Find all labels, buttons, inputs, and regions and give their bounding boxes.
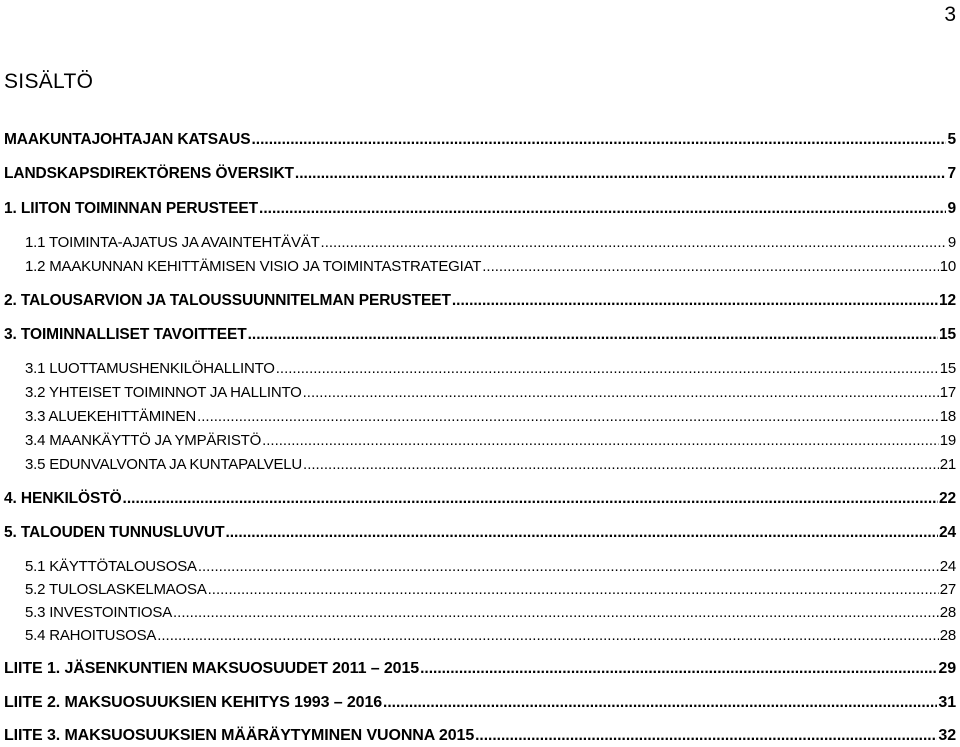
toc-dot-leader	[452, 292, 938, 310]
toc-entry-title: 3.5 EDUNVALVONTA JA KUNTAPALVELU	[25, 456, 303, 473]
toc-dot-leader	[248, 326, 938, 344]
toc-entry-kayttotalousosa[interactable]	[0, 558, 960, 578]
toc-entry-title: 4. HENKILÖSTÖ	[4, 490, 122, 507]
toc-entry-maankaytto[interactable]	[0, 432, 960, 452]
toc-dot-leader	[173, 604, 939, 621]
toc-entry-page: 5	[947, 131, 956, 148]
toc-entry-toiminta-ajatus[interactable]	[0, 234, 960, 254]
toc-entry-page: 17	[939, 384, 956, 401]
toc-entry-henkilosto[interactable]	[0, 490, 960, 510]
toc-entry-page: 31	[938, 694, 956, 711]
toc-entry-page: 15	[939, 360, 956, 377]
toc-entry-yhteiset-toiminnot[interactable]	[0, 384, 960, 404]
toc-dot-leader	[303, 384, 939, 401]
toc-dot-leader	[197, 408, 939, 425]
toc-entry-page: 22	[938, 490, 956, 507]
toc-entry-kehittamisen-visio[interactable]	[0, 258, 960, 278]
toc-entry-title: 3. TOIMINNALLISET TAVOITTEET	[4, 326, 247, 343]
toc-entry-talouden-tunnusluvut[interactable]	[0, 524, 960, 544]
toc-entry-title: 5.3 INVESTOINTIOSA	[25, 604, 173, 621]
toc-dot-leader	[123, 490, 938, 508]
toc-dot-leader	[475, 727, 937, 745]
toc-dot-leader	[276, 360, 939, 377]
toc-dot-leader	[420, 660, 937, 678]
toc-entry-title: 3.3 ALUEKEHITTÄMINEN	[25, 408, 197, 425]
toc-entry-page: 28	[939, 627, 956, 644]
toc-entry-title: 5.1 KÄYTTÖTALOUSOSA	[25, 558, 197, 575]
toc-entry-liite-1[interactable]	[0, 660, 960, 680]
toc-dot-leader	[259, 200, 946, 218]
toc-entry-maakuntajohtajan-katsaus[interactable]	[0, 131, 960, 151]
toc-dot-leader	[482, 258, 938, 275]
toc-dot-leader	[295, 165, 947, 183]
toc-entry-title: 1.2 MAAKUNNAN KEHITTÄMISEN VISIO JA TOIMINTASTRATEGIAT	[25, 258, 482, 275]
toc-entry-liiton-toiminnan-perusteet[interactable]	[0, 200, 960, 220]
toc-dot-leader	[198, 558, 939, 575]
toc-entry-liite-2[interactable]	[0, 694, 960, 714]
toc-entry-page: 24	[939, 558, 956, 575]
toc-entry-page: 29	[938, 660, 956, 677]
toc-dot-leader	[208, 581, 939, 598]
toc-entry-page: 24	[938, 524, 956, 541]
toc-entry-page: 7	[947, 165, 956, 182]
toc-dot-leader	[321, 234, 947, 251]
toc-entry-rahoitusosa[interactable]	[0, 627, 960, 647]
toc-entry-title: LIITE 2. MAKSUOSUUKSIEN KEHITYS 1993 – 2016	[4, 694, 383, 711]
toc-dot-leader	[225, 524, 938, 542]
toc-entry-title: LIITE 1. JÄSENKUNTIEN MAKSUOSUUDET 2011 – 2015	[4, 660, 420, 677]
toc-entry-page: 32	[938, 727, 956, 744]
toc-entry-page: 27	[939, 581, 956, 598]
toc-entry-page: 19	[939, 432, 956, 449]
toc-entry-page: 12	[938, 292, 956, 309]
toc-entry-page: 18	[939, 408, 956, 425]
toc-entry-talousarvion-perusteet[interactable]	[0, 292, 960, 312]
page-title: SISÄLTÖ	[4, 70, 94, 93]
toc-entry-liite-3[interactable]	[0, 727, 960, 747]
page-number: 3	[944, 3, 956, 26]
toc-entry-page: 15	[938, 326, 956, 343]
toc-entry-edunvalvonta[interactable]	[0, 456, 960, 476]
toc-dot-leader	[262, 432, 939, 449]
toc-entry-page: 10	[939, 258, 956, 275]
toc-entry-title: 5. TALOUDEN TUNNUSLUVUT	[4, 524, 225, 541]
toc-entry-investointiosa[interactable]	[0, 604, 960, 624]
toc-entry-title: 3.2 YHTEISET TOIMINNOT JA HALLINTO	[25, 384, 302, 401]
toc-entry-tuloslaskelmaosa[interactable]	[0, 581, 960, 601]
toc-entry-page: 21	[939, 456, 956, 473]
toc-entry-title: 3.4 MAANKÄYTTÖ JA YMPÄRISTÖ	[25, 432, 262, 449]
toc-entry-page: 9	[947, 234, 956, 251]
toc-entry-title: 5.4 RAHOITUSOSA	[25, 627, 157, 644]
toc-entry-title: 1. LIITON TOIMINNAN PERUSTEET	[4, 200, 259, 217]
toc-entry-landskapsdirektorens-oversikt[interactable]	[0, 165, 960, 185]
toc-dot-leader	[157, 627, 939, 644]
toc-entry-title: 2. TALOUSARVION JA TALOUSSUUNNITELMAN PERUSTEET	[4, 292, 451, 309]
toc-entry-toiminnalliset-tavoitteet[interactable]	[0, 326, 960, 346]
toc-entry-aluekehittaminen[interactable]	[0, 408, 960, 428]
toc-entry-title: MAAKUNTAJOHTAJAN KATSAUS	[4, 131, 251, 148]
toc-entry-title: LANDSKAPSDIREKTÖRENS ÖVERSIKT	[4, 165, 294, 182]
toc-entry-page: 9	[947, 200, 956, 217]
toc-dot-leader	[251, 131, 946, 149]
toc-dot-leader	[383, 694, 937, 712]
toc-entry-title: 5.2 TULOSLASKELMAOSA	[25, 581, 207, 598]
toc-entry-title: 1.1 TOIMINTA-AJATUS JA AVAINTEHTÄVÄT	[25, 234, 320, 251]
toc-entry-luottamushenkilohallinto[interactable]	[0, 360, 960, 380]
toc-entry-title: 3.1 LUOTTAMUSHENKILÖHALLINTO	[25, 360, 275, 377]
toc-entry-title: LIITE 3. MAKSUOSUUKSIEN MÄÄRÄYTYMINEN VUONNA 2015	[4, 727, 475, 744]
toc-entry-page: 28	[939, 604, 956, 621]
toc-dot-leader	[303, 456, 939, 473]
